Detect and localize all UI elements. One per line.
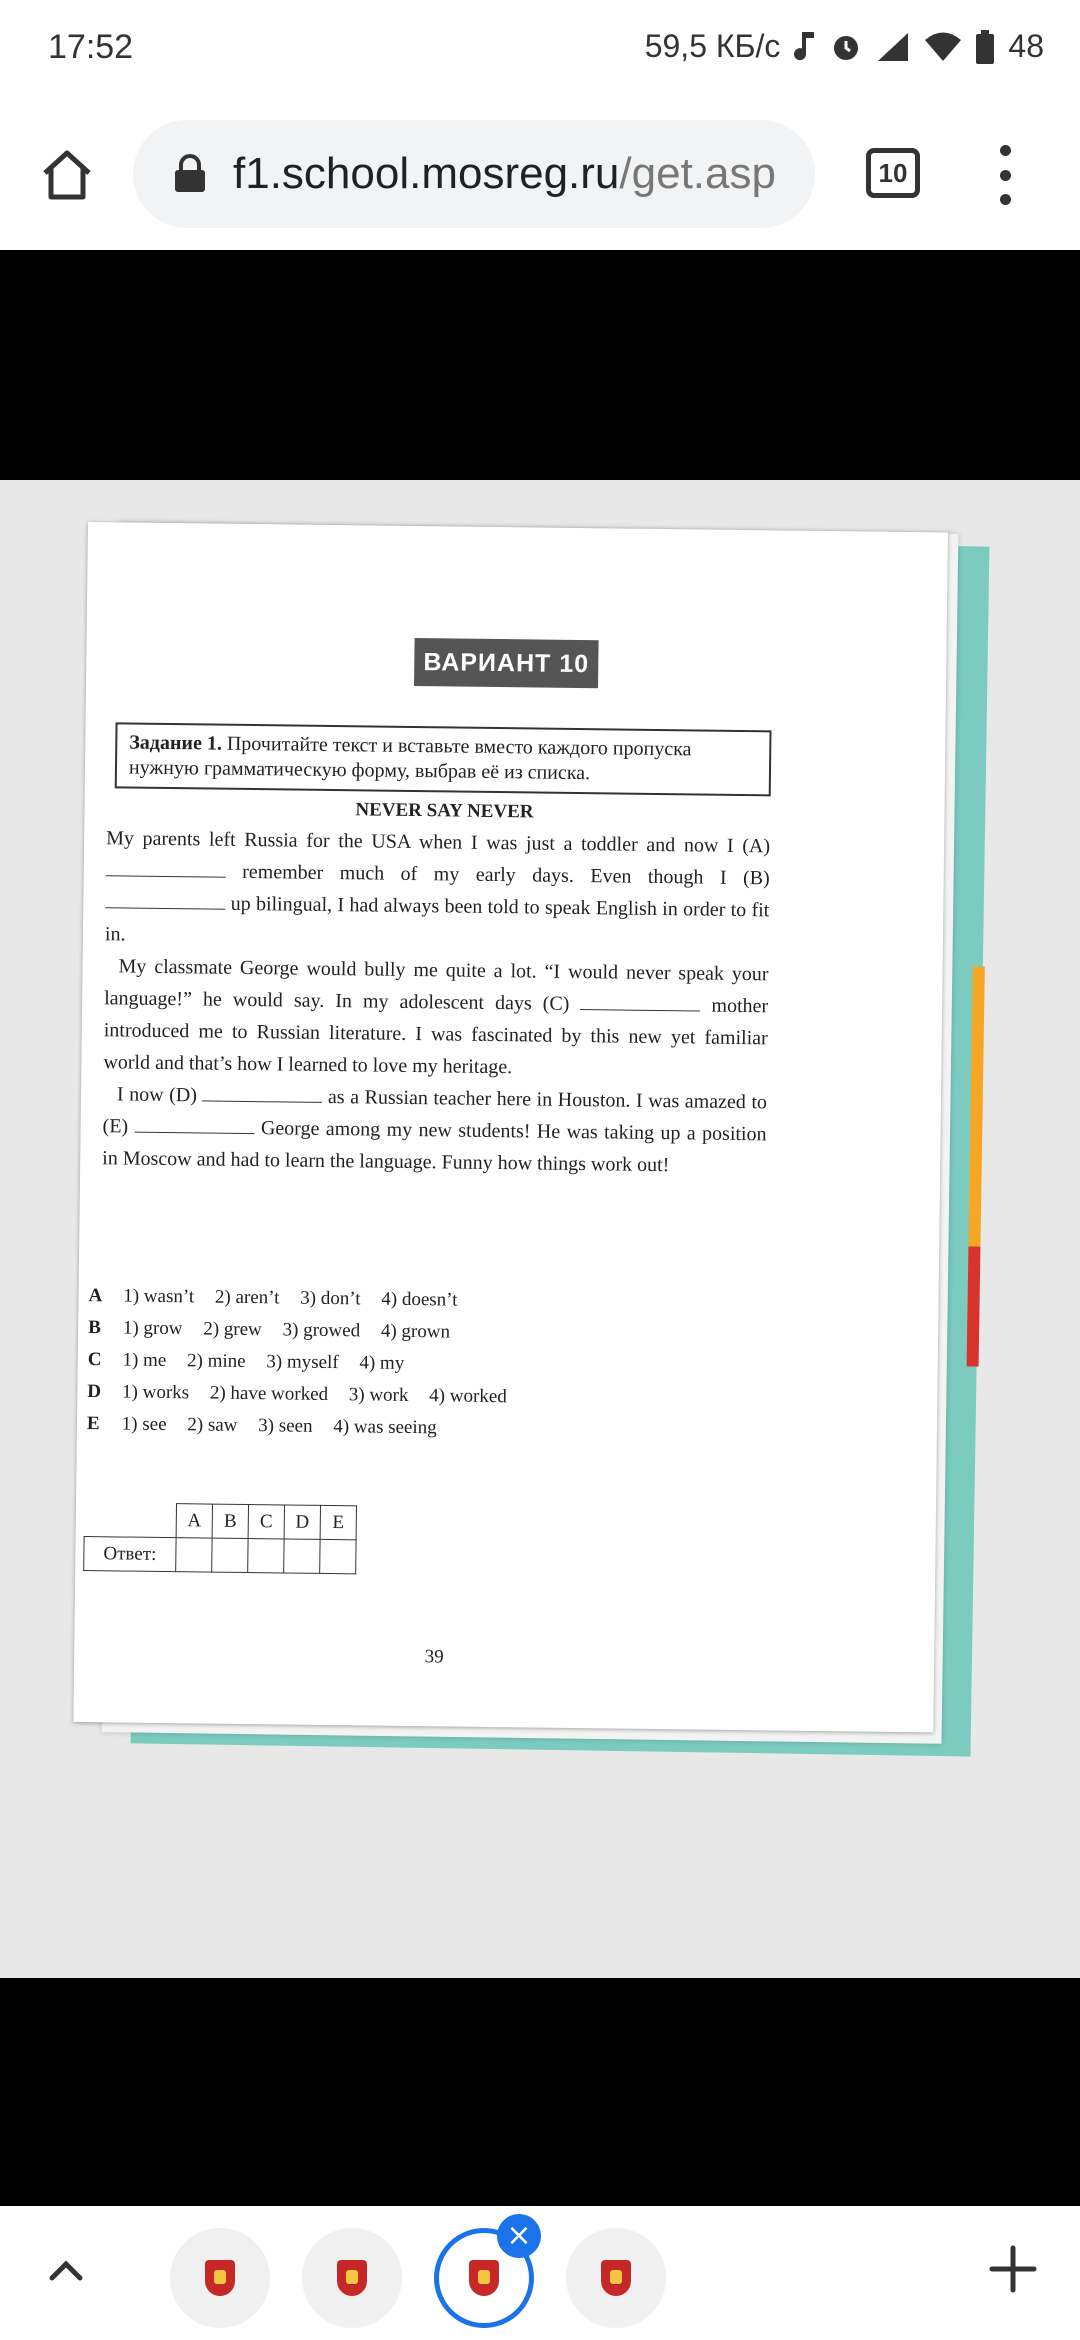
tab-count: 10 xyxy=(878,157,908,188)
answer-cell xyxy=(248,1539,284,1573)
blank-d xyxy=(202,1083,322,1102)
reading-text xyxy=(102,822,770,1182)
tab-thumbnail[interactable] xyxy=(302,2228,402,2328)
worksheet-page xyxy=(73,522,948,1732)
answer-col-header: D xyxy=(284,1505,320,1539)
answer-cell xyxy=(320,1539,356,1573)
answer-cell xyxy=(212,1538,248,1572)
tab-thumbnail[interactable] xyxy=(170,2228,270,2328)
url-bar[interactable] xyxy=(133,120,815,228)
blank-b xyxy=(105,890,225,909)
task-label: Задание 1. xyxy=(129,731,223,755)
status-bar xyxy=(0,0,1080,100)
answer-col-header: B xyxy=(212,1504,248,1538)
scanned-image xyxy=(0,480,1080,1978)
music-note-icon xyxy=(794,30,816,64)
text-title: NEVER SAY NEVER xyxy=(355,799,534,823)
paragraph-2: My classmate George would bully me quite a lot. “I would never speak your language!” he would say. In my adolescent days (C) mother introduced me to Russian literature. I was fascinated by this new yet familiar world and that’s how I learned to love my heritage. xyxy=(103,955,769,1079)
lock-icon xyxy=(173,154,207,194)
tab-thumbnail[interactable] xyxy=(566,2228,666,2328)
status-time: 17:52 xyxy=(48,28,134,66)
browser-toolbar xyxy=(0,100,1080,250)
blank-a xyxy=(106,858,226,877)
variant-title: ВАРИАНТ 10 xyxy=(414,638,599,688)
status-indicators xyxy=(645,28,1044,65)
tab-strip xyxy=(0,2206,1080,2340)
blank-e xyxy=(134,1115,254,1134)
mosreg-emblem-icon xyxy=(205,2260,235,2296)
task-instructions xyxy=(115,722,772,796)
url-host: f1.school.mosreg.ru xyxy=(233,149,620,198)
signal-icon xyxy=(876,31,910,63)
answer-table xyxy=(83,1502,357,1574)
mosreg-emblem-icon xyxy=(601,2260,631,2296)
option-row-b: B 1) grow 2) grew 3) growed 4) grown xyxy=(88,1317,451,1343)
new-tab-icon[interactable] xyxy=(986,2242,1040,2296)
paragraph-3: I now (D) as a Russian teacher here in Houston. I was amazed to (E) George among my new students! He was taking up a position in Moscow and had to learn the language. Funny how things work out! xyxy=(102,1083,768,1177)
page-viewport xyxy=(0,250,1080,2206)
answer-col-header: A xyxy=(176,1504,212,1538)
url-path: /get.asp xyxy=(619,149,776,198)
close-tab-icon[interactable]: × xyxy=(497,2214,541,2258)
answer-col-header: C xyxy=(248,1505,284,1539)
tab-switcher-button[interactable] xyxy=(866,148,920,198)
net-speed: 59,5 КБ/с xyxy=(644,28,781,64)
answer-cell xyxy=(284,1539,320,1573)
url-text xyxy=(233,149,776,199)
mosreg-emblem-icon xyxy=(469,2260,499,2296)
overflow-menu-icon[interactable] xyxy=(980,145,1030,205)
battery-level: 48 xyxy=(1008,28,1044,64)
wifi-icon xyxy=(924,31,962,63)
option-row-d: D 1) works 2) have worked 3) work 4) worked xyxy=(87,1381,507,1408)
answer-label: Ответ: xyxy=(84,1537,176,1572)
mosreg-emblem-icon xyxy=(337,2260,367,2296)
blank-c xyxy=(580,992,700,1011)
option-row-c: C 1) me 2) mine 3) myself 4) my xyxy=(87,1349,405,1374)
home-button[interactable] xyxy=(32,140,102,210)
page-number: 39 xyxy=(424,1646,444,1668)
answer-col-header: E xyxy=(320,1505,356,1539)
answer-options xyxy=(87,1280,524,1445)
alarm-icon xyxy=(830,31,862,63)
paragraph-1: My parents left Russia for the USA when I was just a toddler and now I (A) remember much of my early days. Even though I (B) up bilingual, I had always been told to speak English in order to fit in. xyxy=(104,827,771,946)
home-icon xyxy=(39,147,95,203)
battery-icon xyxy=(976,30,994,64)
chevron-up-icon[interactable] xyxy=(44,2248,88,2292)
option-row-a: A 1) wasn’t 2) aren’t 3) don’t 4) doesn’t xyxy=(88,1285,458,1311)
option-row-e: E 1) see 2) saw 3) seen 4) was seeing xyxy=(86,1413,437,1439)
answer-cell xyxy=(176,1538,212,1572)
task-text: Прочитайте текст и вставьте вместо каждого пропуска нужную грамматическую форму, выбрав её из списка. xyxy=(128,732,692,785)
